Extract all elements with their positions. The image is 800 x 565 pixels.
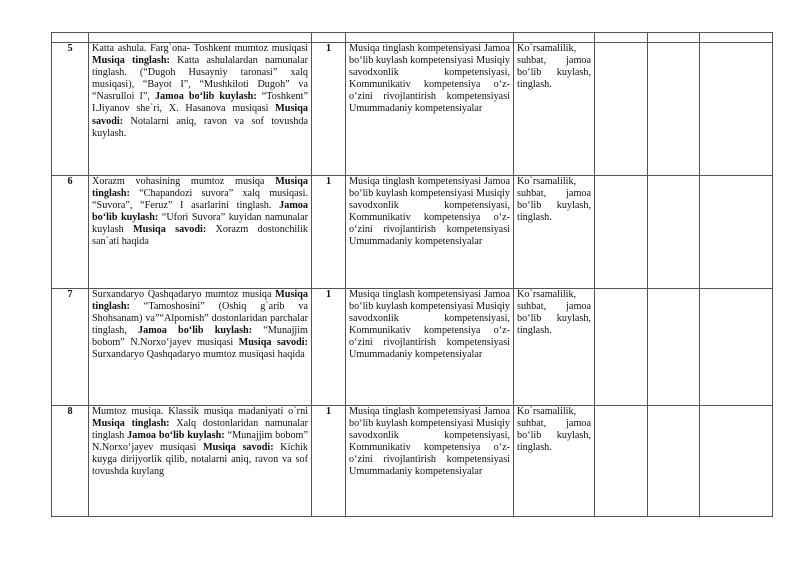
topic-cell bbox=[89, 406, 312, 517]
topic-text-run: Mumtoz musiqa. Klassik musiqa madaniyati o`rni bbox=[92, 406, 308, 417]
hours-cell: 1 bbox=[312, 406, 346, 517]
topic-heading-run: Musiqa savodi: bbox=[238, 337, 308, 349]
table-row bbox=[52, 43, 773, 176]
methods-cell: Ko`rsamalilik, suhbat, jamoa bo‘lib kuylash, tinglash. bbox=[514, 406, 595, 517]
topic-text-run: Katta ashula. Farg`ona- Toshkent mumtoz musiqasi bbox=[92, 43, 308, 54]
competencies-cell: Musiqa tinglash kompetensiyasi Jamoa bo‘lib kuylash kompetensiyasi Musiqiy savodxonlik kompetensiyasi, Kommunikativ kompetensiya o‘z-o‘zini rivojlantirish kompetensiyasi Umummadaniy kompetensiyalar bbox=[346, 406, 514, 517]
hours-cell: 1 bbox=[312, 289, 346, 406]
empty-cell bbox=[648, 406, 700, 517]
empty-cell bbox=[700, 43, 773, 176]
methods-cell: Ko`rsamalilik, suhbat, jamoa bo‘lib kuylash, tinglash. bbox=[514, 43, 595, 176]
table-row bbox=[52, 289, 773, 406]
empty-cell bbox=[648, 43, 700, 176]
hours-cell: 1 bbox=[312, 43, 346, 176]
topic-heading-run: Musiqa tinglash: bbox=[92, 418, 170, 430]
competencies-cell: Musiqa tinglash kompetensiyasi Jamoa bo‘lib kuylash kompetensiyasi Musiqiy savodxonlik kompetensiyasi, Kommunikativ kompetensiya o‘z-o‘zini rivojlantirish kompetensiyasi Umummadaniy kompetensiyalar bbox=[346, 176, 514, 289]
topic-text-run: Katta ashulalardan namunalar tinglash. (“Dugoh Husayniy taronasi” xalq musiqasi), “Bayot I”, “Mushkiloti Dugoh” va “Nasrulloi I”, bbox=[92, 55, 308, 103]
competencies-cell: Musiqa tinglash kompetensiyasi Jamoa bo‘lib kuylash kompetensiyasi Musiqiy savodxonlik kompetensiyasi, Kommunikativ kompetensiya o‘z-o‘zini rivojlantirish kompetensiyasi Umummadaniy kompetensiyalar bbox=[346, 289, 514, 406]
row-number: 7 bbox=[52, 289, 89, 406]
empty-cell bbox=[595, 43, 648, 176]
topic-heading-run: Jamoa bo‘lib kuylash: bbox=[138, 325, 253, 337]
topic-text-run: “Chapandozi suvora” xalq musiqasi. “Suvora”, “Feruz” I asarlarini tinglash. bbox=[92, 188, 308, 212]
topic-text-run: Surxandaryo Qashqadaryo mumtoz musiqa bbox=[92, 289, 276, 300]
topic-text-run: Xorazm vohasining mumtoz musiqa bbox=[92, 176, 276, 187]
topic-text-run: Xalq dostonlaridan namunalar tinglash bbox=[92, 418, 308, 442]
topic-heading-run: Jamoa bo‘lib kuylash: bbox=[154, 91, 257, 103]
topic-heading-run: Musiqa savodi: bbox=[92, 103, 308, 127]
topic-heading-run: Jamoa bo‘lib kuylash: bbox=[127, 430, 225, 442]
row-number: 5 bbox=[52, 43, 89, 176]
table-top-strip bbox=[52, 33, 773, 43]
topic-heading-run: Musiqa savodi: bbox=[202, 442, 274, 454]
empty-cell bbox=[700, 176, 773, 289]
topic-text-run: “Toshkent” I.Jiyanov she`ri, X. Hasanova musiqasi bbox=[92, 91, 308, 115]
topic-text-run: “Ufori Suvora” kuyidan namunalar kuylash bbox=[92, 212, 308, 236]
competencies-cell: Musiqa tinglash kompetensiyasi Jamoa bo‘lib kuylash kompetensiyasi Musiqiy savodxonlik kompetensiyasi, Kommunikativ kompetensiya o‘z-o‘zini rivojlantirish kompetensiyasi Umummadaniy kompetensiyalar bbox=[346, 43, 514, 176]
topic-text-run: “Munajjim bobom” N.Norxo‘jayev musiqasi bbox=[92, 325, 308, 349]
table-row bbox=[52, 176, 773, 289]
topic-cell bbox=[89, 289, 312, 406]
empty-cell bbox=[648, 289, 700, 406]
row-number: 6 bbox=[52, 176, 89, 289]
topic-heading-run: Musiqa savodi: bbox=[132, 224, 207, 236]
methods-cell: Ko`rsamalilik, suhbat, jamoa bo‘lib kuylash, tinglash. bbox=[514, 176, 595, 289]
topic-text-run: “Tamoshosini” (Oshiq g`arib va Shohsanam) va”“Alpomish” dostonlaridan parchalar tinglash, bbox=[92, 301, 308, 337]
empty-cell bbox=[648, 176, 700, 289]
topic-cell bbox=[89, 43, 312, 176]
methods-cell: Ko`rsamalilik, suhbat, jamoa bo‘lib kuylash, tinglash. bbox=[514, 289, 595, 406]
empty-cell bbox=[595, 176, 648, 289]
table-row bbox=[52, 406, 773, 517]
lesson-plan-table bbox=[51, 32, 773, 517]
row-number: 8 bbox=[52, 406, 89, 517]
topic-cell bbox=[89, 176, 312, 289]
topic-heading-run: Jamoa bo‘lib kuylash: bbox=[92, 200, 308, 224]
topic-heading-run: Musiqa tinglash: bbox=[92, 176, 308, 200]
topic-text-run: Xorazm dostonchilik san`ati haqida bbox=[92, 224, 308, 248]
empty-cell bbox=[595, 406, 648, 517]
topic-text-run: Notalarni aniq, ravon va sof tovushda kuylash. bbox=[92, 115, 308, 139]
topic-heading-run: Musiqa tinglash: bbox=[92, 289, 308, 313]
topic-heading-run: Musiqa tinglash: bbox=[92, 55, 170, 67]
empty-cell bbox=[700, 406, 773, 517]
empty-cell bbox=[595, 289, 648, 406]
topic-text-run: “Munajjim bobom” N.Norxo‘jayev musiqasi bbox=[92, 430, 308, 454]
hours-cell: 1 bbox=[312, 176, 346, 289]
empty-cell bbox=[700, 289, 773, 406]
topic-text-run: Surxandaryo Qashqadaryo mumtoz musiqasi haqida bbox=[92, 349, 305, 361]
topic-text-run: Kichik kuyga dirijyorlik qilib, notalarni aniq, ravon va sof tovushda kuylang bbox=[92, 442, 308, 478]
